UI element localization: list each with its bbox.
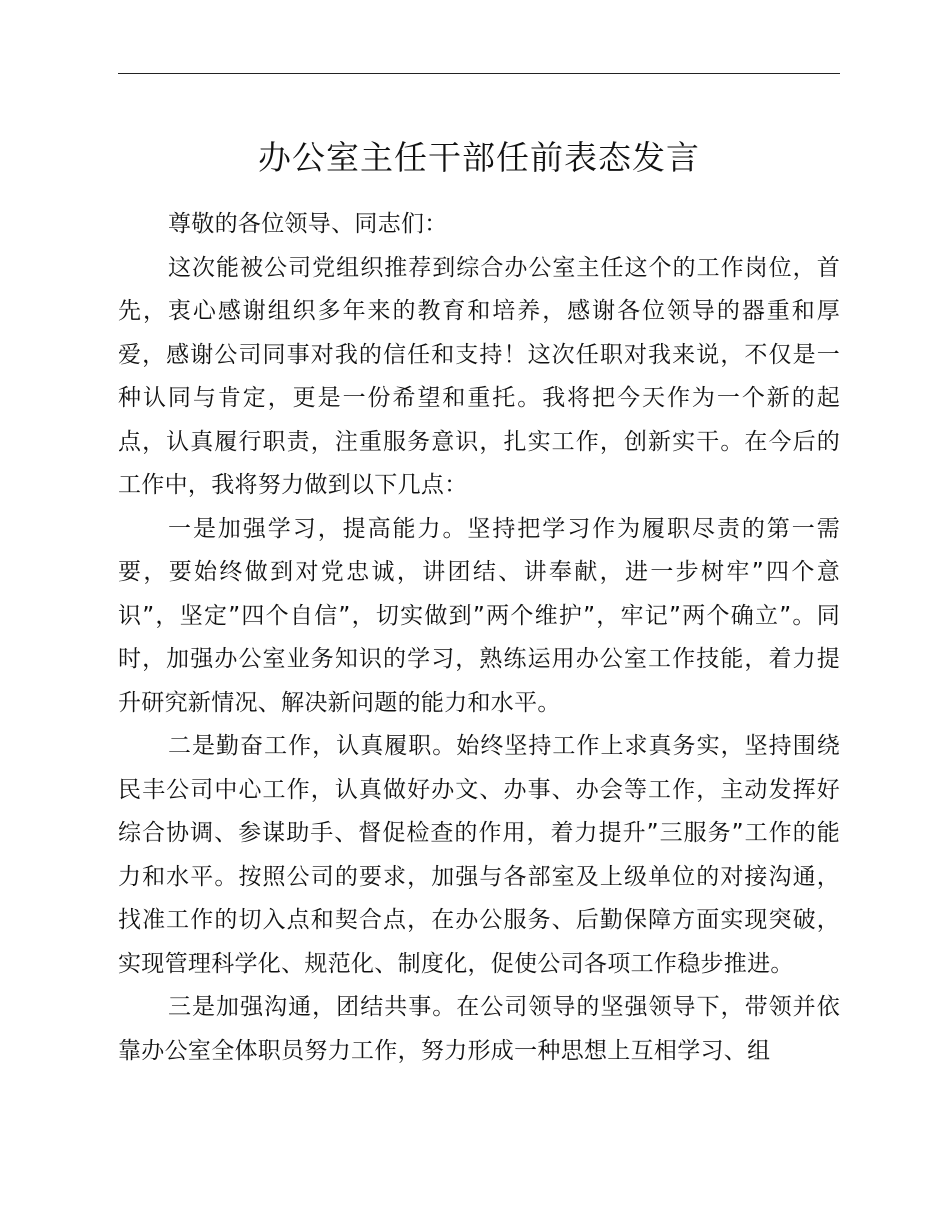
- intro-paragraph: 这次能被公司党组织推荐到综合办公室主任这个的工作岗位，首先，衷心感谢组织多年来的教育和培养，感谢各位领导的器重和厚爱，感谢公司同事对我的信任和支持！这次任职对我来说，不仅是一种认同与肯定，更是一份希望和重托。我将把今天作为一个新的起点，认真履行职责，注重服务意识，扎实工作，创新实干。在今后的工作中，我将努力做到以下几点：: [118, 254, 840, 498]
- point-two-paragraph: 二是勤奋工作，认真履职。始终坚持工作上求真务实，坚持围绕民丰公司中心工作，认真做好办文、办事、办会等工作，主动发挥好综合协调、参谋助手、督促检查的作用，着力提升”三服务”工作的能力和水平。按照公司的要求，加强与各部室及上级单位的对接沟通，找准工作的切入点和契合点，在办公服务、后勤保障方面实现突破，实现管理科学化、规范化、制度化，促使公司各项工作稳步推进。: [118, 733, 840, 977]
- point-three-paragraph: 三是加强沟通，团结共事。在公司领导的坚强领导下，带领并依靠办公室全体职员努力工作，努力形成一种思想上互相学习、组: [118, 994, 840, 1064]
- salutation-paragraph: 尊敬的各位领导、同志们：: [168, 211, 448, 237]
- header-rule: [118, 73, 840, 74]
- document-body: [118, 203, 840, 1073]
- point-one-paragraph: 一是加强学习，提高能力。坚持把学习作为履职尽责的第一需要，要始终做到对党忠诚，讲团结、讲奉献，进一步树牢”四个意识”，坚定”四个自信”，切实做到”两个维护”，牢记”两个确立”。同时，加强办公室业务知识的学习，熟练运用办公室工作技能，着力提升研究新情况、解决新问题的能力和水平。: [118, 515, 840, 716]
- document-title: 办公室主任干部任前表态发言: [258, 138, 700, 177]
